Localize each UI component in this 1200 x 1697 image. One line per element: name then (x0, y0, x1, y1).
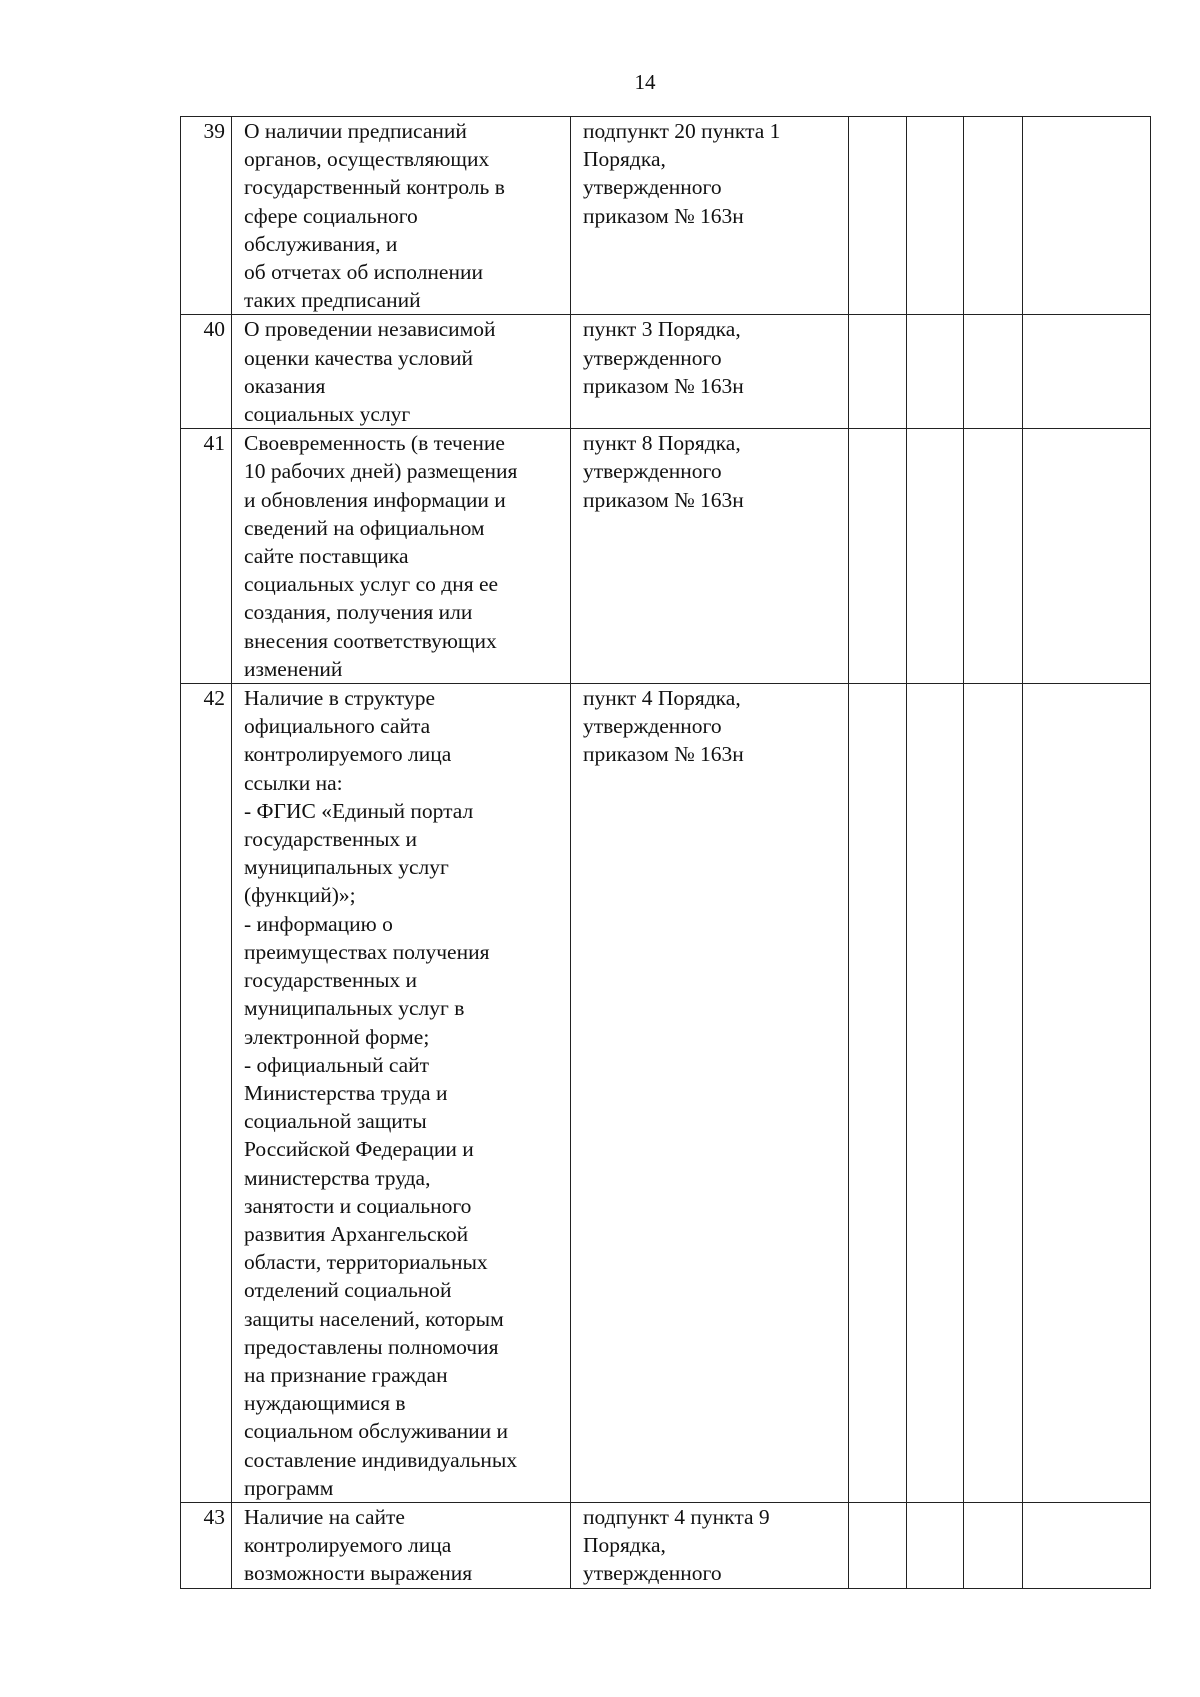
row-number-cell: 41 (181, 429, 232, 684)
answer-no-cell (907, 1502, 964, 1588)
notes-cell (1023, 429, 1151, 684)
requirement-cell: Наличие в структуре официального сайта контролируемого лица ссылки на: - ФГИС «Единый портал государственных и муниципальных услуг (функций)»; - информацию о преимуществах получения государственных и муниципальных услуг в электронной форме; - официальный сайт Министерства труда и социальной защиты Российской Федерации и министерства труда, занятости и социального развития Архангельской области, территориальных отделений социальной защиты населений, которым предоставлены полномочия на признание граждан нуждающимися в социальном обслуживании и составление индивидуальных программ (232, 684, 571, 1503)
notes-cell (1023, 315, 1151, 429)
requirement-cell: Своевременность (в течение 10 рабочих дней) размещения и обновления информации и сведений на официальном сайте поставщика социальных услуг со дня ее создания, получения или внесения соответствующих изменений (232, 429, 571, 684)
table-row (181, 429, 1151, 684)
requirement-cell: О наличии предписаний органов, осуществляющих государственный контроль в сфере социального обслуживания, и об отчетах об исполнении таких предписаний (232, 117, 571, 315)
notes-cell (1023, 684, 1151, 1503)
table-row (181, 684, 1151, 1503)
answer-no-cell (907, 315, 964, 429)
reference-cell: подпункт 4 пункта 9 Порядка, утвержденного (571, 1502, 849, 1588)
requirement-cell: Наличие на сайте контролируемого лица возможности выражения (232, 1502, 571, 1588)
answer-no-cell (907, 429, 964, 684)
answer-no-cell (907, 117, 964, 315)
row-number-cell: 39 (181, 117, 232, 315)
answer-na-cell (964, 429, 1023, 684)
row-number-cell: 43 (181, 1502, 232, 1588)
answer-na-cell (964, 117, 1023, 315)
answer-yes-cell (849, 1502, 907, 1588)
answer-na-cell (964, 315, 1023, 429)
table-row (181, 1502, 1151, 1588)
table-row (181, 117, 1151, 315)
page-number: 14 (634, 70, 656, 94)
answer-yes-cell (849, 684, 907, 1503)
answer-na-cell (964, 1502, 1023, 1588)
reference-cell: подпункт 20 пункта 1 Порядка, утвержденного приказом № 163н (571, 117, 849, 315)
reference-cell: пункт 8 Порядка, утвержденного приказом № 163н (571, 429, 849, 684)
row-number-cell: 42 (181, 684, 232, 1503)
table-row (181, 315, 1151, 429)
answer-no-cell (907, 684, 964, 1503)
checklist-table (180, 116, 1151, 1589)
requirement-cell: О проведении независимой оценки качества условий оказания социальных услуг (232, 315, 571, 429)
answer-na-cell (964, 684, 1023, 1503)
row-number-cell: 40 (181, 315, 232, 429)
answer-yes-cell (849, 315, 907, 429)
notes-cell (1023, 1502, 1151, 1588)
notes-cell (1023, 117, 1151, 315)
answer-yes-cell (849, 429, 907, 684)
answer-yes-cell (849, 117, 907, 315)
reference-cell: пункт 4 Порядка, утвержденного приказом № 163н (571, 684, 849, 1503)
reference-cell: пункт 3 Порядка, утвержденного приказом № 163н (571, 315, 849, 429)
